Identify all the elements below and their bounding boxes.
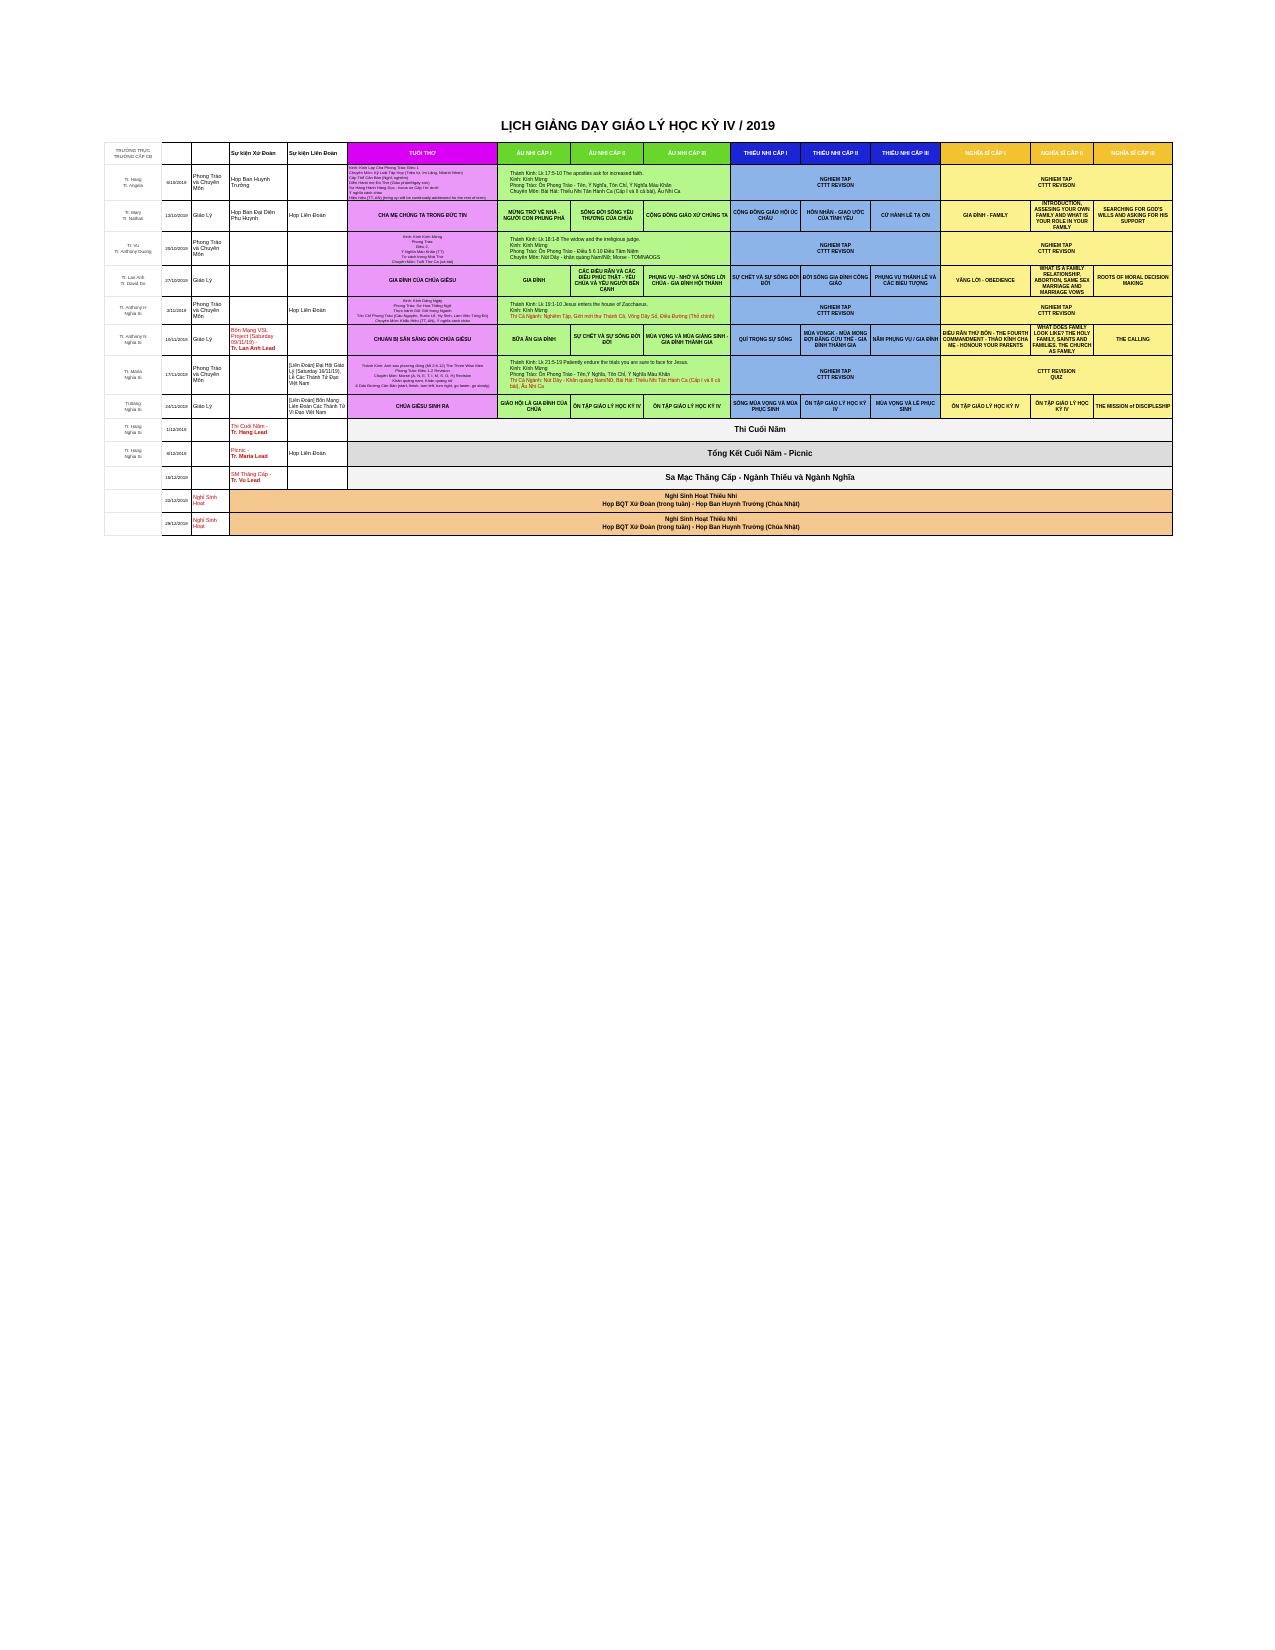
- row-nghia-si-3: THE MISSION of DISCIPLESHIP: [1094, 395, 1173, 419]
- row-activity: Nghỉ Sinh Hoạt: [192, 490, 230, 513]
- row-thieu-nhi-1: SỰ CHẾT VÀ SỰ SỐNG ĐỜI ĐỜI: [731, 266, 801, 297]
- table-row: [105, 201, 1173, 232]
- table-row: [105, 490, 1173, 513]
- row-thieu-nhi-2: ĐỜI SỐNG GIA ĐÌNH CÔNG GIÁO: [801, 266, 871, 297]
- row-span-event: Tổng Kết Cuối Năm - Picnic: [348, 442, 1173, 467]
- row-lien-doan: [Liên Đoàn] Đại Hội Giáo Lý (Saturday 16/11/19), Lễ Các Thánh Tử Đạo Việt Nam: [288, 356, 348, 395]
- row-tuoi-tho: CHÚA GIÊSU SINH RA: [348, 395, 498, 419]
- xu-doan-lead: Tr. Vu Lead: [231, 478, 261, 484]
- row-thieu-nhi-1: QUÍ TRỌNG SỰ SỐNG: [731, 325, 801, 356]
- row-au-nhi: Thánh Kinh: Lk 17:5-10 The apostles ask for increased faith. Kinh: Kính Mừng Phong Trào: Ôn Phong Trào - Tên, Ý Nghĩa, Tôn Chỉ, Ý Nghĩa Màu Khăn Chuyên Môn: Bài Hát: Thiếu Nhi Tân Hành Ca (Cấp I và II cả bài), Ấu Nhi Ca: [498, 165, 731, 201]
- row-activity: Giáo Lý: [192, 266, 230, 297]
- row-activity: Giáo Lý: [192, 395, 230, 419]
- row-thieu-nhi-3: MÙA VỌNG VÀ LỄ PHỤC SINH: [871, 395, 941, 419]
- row-xu-doan: [230, 356, 288, 395]
- row-truc: Tr. Maria Nghia Si: [105, 356, 162, 395]
- row-au-nhi-1: MỪNG TRỞ VỀ NHÀ - NGƯỜI CON PHUNG PHÁ: [498, 201, 571, 232]
- header-xu-doan: Sự kiện Xứ Đoàn: [230, 143, 288, 165]
- table-row: [105, 467, 1173, 490]
- header-truc: TRƯỞNG TRỰC TRƯỞNG CẤP CĐ: [105, 143, 162, 165]
- row-nghia-si: NGHIEM TAP CTTT REVISON: [941, 232, 1173, 266]
- header-au-nhi-3: ẤU NHI CẤP III: [644, 143, 731, 165]
- holiday-line-2: Họp BQT Xứ Đoàn (trong tuần) - Họp Ban Huynh Trưởng (Chúa Nhật): [602, 502, 800, 508]
- row-activity: Phong Trào và Chuyên Môn: [192, 232, 230, 266]
- row-au-nhi: Thánh Kinh: Lk 18:1-8 The widow and the irreligious judge. Kinh: Kính Mừng Phong Trào: Ôn Phong Trào - Điều 5 6 10 Điều Tâm Niệm Chuyên Môn: Nút Dây - khăn quàng Nam/Nữ; Morse - TOMNAOGS: [498, 232, 731, 266]
- row-au-nhi-3: PHỤNG VỤ - NHỚ VÀ SỐNG LỜI CHÚA - GIA ĐÌNH HỘI THÁNH: [644, 266, 731, 297]
- row-xu-doan: [230, 232, 288, 266]
- row-nghia-si-3: ROOTS OF MORAL DECISION MAKING: [1094, 266, 1173, 297]
- row-xu-doan: [230, 419, 288, 442]
- row-truc: [105, 467, 162, 490]
- row-truc: Tr. Hang Tr. Angela: [105, 165, 162, 201]
- row-xu-doan: Họp Ban Huynh Trưởng: [230, 165, 288, 201]
- row-truc: Tr. Lan Anh Tr. David Do: [105, 266, 162, 297]
- row-xu-doan: [230, 442, 288, 467]
- row-nghia-si-1: ĐIỀU RĂN THỨ BỐN - THE FOURTH COMMANDMENT - THẢO KÍNH CHA MẸ - HONOUR YOUR PARENTS: [941, 325, 1031, 356]
- schedule-sheet: [104, 110, 1172, 536]
- schedule-table: [104, 142, 1173, 536]
- row-date: 8/12/2019: [162, 442, 192, 467]
- row-lien-doan: Họp Liên Đoàn: [288, 297, 348, 325]
- holiday-line-2: Họp BQT Xứ Đoàn (trong tuần) - Họp Ban Huynh Trưởng (Chúa Nhật): [602, 525, 800, 531]
- table-row: [105, 165, 1173, 201]
- xu-doan-event: Thi Cuối Năm -: [231, 424, 268, 430]
- row-thieu-nhi: NGHIEM TAP CTTT REVISON: [731, 297, 941, 325]
- xu-doan-event: Bổn Mạng VSL Project (Saturday 09/11/19) -: [231, 328, 274, 346]
- row-xu-doan: [230, 297, 288, 325]
- row-truc: Tr. Mary Tr. Nathan: [105, 201, 162, 232]
- row-au-nhi-2: ÔN TẬP GIÁO LÝ HỌC KỲ IV: [571, 395, 644, 419]
- row-lien-doan: [288, 232, 348, 266]
- row-tuoi-tho: Kinh: Kinh Dâng Ngày Phong Trào: Sơ Hoa Thắng Ngữ Thực hành Giữ Giữ trong Ngành Tôn Chỉ Phong Trào (Cầu Nguyện, Rước Lễ, Hy Sinh, Làm Việc Tông Đồ) Chuyên Môn: Khẩu Hiệu (TT, AN), Ý nghĩa cách chào: [348, 297, 498, 325]
- header-date: [162, 143, 192, 165]
- xu-doan-lead: Tr. Lan Anh Lead: [231, 346, 276, 352]
- row-date: 17/11/2019: [162, 356, 192, 395]
- row-au-nhi-3: ÔN TẬP GIÁO LÝ HỌC KỲ IV: [644, 395, 731, 419]
- row-thieu-nhi-1: CỘNG ĐỒNG GIÁO HỘI ÚC CHÂU: [731, 201, 801, 232]
- row-thieu-nhi: NGHIEM TAP CTTT REVISON: [731, 165, 941, 201]
- row-thieu-nhi: NGHIEM TAP CTTT REVISON: [731, 232, 941, 266]
- row-date: 20/10/2019: [162, 232, 192, 266]
- row-nghia-si: NGHIEM TAP CTTT REVISON: [941, 165, 1173, 201]
- xu-doan-lead: Tr. Hang Lead: [231, 430, 268, 436]
- row-truc: Tr.Bang Nghia Si: [105, 395, 162, 419]
- au-nhi-text: Thánh Kinh: Lk 19:1-10 Jesus enters the house of Zacchaeus. Kinh: Kính Mừng: [510, 301, 648, 314]
- row-nghia-si-1: GIA ĐÌNH - FAMILY: [941, 201, 1031, 232]
- header-tuoi-tho: TUỔI THƠ: [348, 143, 498, 165]
- row-date: 6/10/2019: [162, 165, 192, 201]
- row-au-nhi-2: SỰ CHẾT VÀ SỰ SỐNG ĐỜI ĐỜI: [571, 325, 644, 356]
- row-tuoi-tho: Kinh: Kinh Lạy Cha Phong Trào: Điều 1 Chuyên Môn: Kỹ Luật Tập Họp (Triệu tự, Im Lặng, Nhanh Nhẹn) Cấp Thể Căn Bản (Nghỉ, nghiêm) Diễn Hành mẹ Đồ Thờ (Giáo phận/Ngày xức) Sự Hàng Hành Hàng Dọc - focus on Cấp I từ dưới Ý nghĩa cách chào Hiệu hiệu (TT, AN) (bring up will be continually addressed for the rest of term): [348, 165, 498, 201]
- row-truc: [105, 513, 162, 536]
- row-activity: Nghỉ Sinh Hoạt: [192, 513, 230, 536]
- row-date: 22/12/2019: [162, 490, 192, 513]
- row-au-nhi-1: GIÁO HỘI LÀ GIA ĐÌNH CỦA CHÚA: [498, 395, 571, 419]
- header-activity: [192, 143, 230, 165]
- row-nghia-si-2: ÔN TẬP GIÁO LÝ HỌC KỲ IV: [1031, 395, 1094, 419]
- row-lien-doan: [288, 266, 348, 297]
- row-thieu-nhi-1: SỐNG MÙA VỌNG VÀ MÙA PHỤC SINH: [731, 395, 801, 419]
- table-row: [105, 395, 1173, 419]
- row-thieu-nhi-3: CỬ HÀNH LỄ TẠ ƠN: [871, 201, 941, 232]
- row-nghia-si-2: INTRODUCTION, ASSESING YOUR OWN FAMILY AND WHAT IS YOUR ROLE IN YOUR FAMILY: [1031, 201, 1094, 232]
- row-lien-doan: Họp Liên Đoàn: [288, 201, 348, 232]
- table-row: [105, 442, 1173, 467]
- row-thieu-nhi-3: PHỤNG VỤ THÁNH LỄ VÀ CÁC BIỂU TƯỢNG: [871, 266, 941, 297]
- row-au-nhi: [498, 356, 731, 395]
- row-holiday: [230, 490, 1173, 513]
- row-date: 29/12/2019: [162, 513, 192, 536]
- row-nghia-si: CTTT REVISION QUIZ: [941, 356, 1173, 395]
- header-au-nhi-1: ẤU NHI CẤP I: [498, 143, 571, 165]
- row-thieu-nhi-2: ÔN TẬP GIÁO LÝ HỌC KỲ IV: [801, 395, 871, 419]
- row-thieu-nhi-2: MÙA VONGK - MÙA MONG ĐỢI ĐẤNG CỨU THẾ - GIA ĐÌNH THÁNH GIA: [801, 325, 871, 356]
- table-row: [105, 297, 1173, 325]
- row-xu-doan: [230, 395, 288, 419]
- row-truc: Tr. Anthony H Nghia Si: [105, 297, 162, 325]
- row-date: 10/11/2019: [162, 325, 192, 356]
- row-truc: Tr. Hang Nghia Si: [105, 419, 162, 442]
- row-truc: Tr. Vu Tr. Anthony Duong: [105, 232, 162, 266]
- row-activity: [192, 419, 230, 442]
- row-au-nhi-1: BỮA ĂN GIA ĐÌNH: [498, 325, 571, 356]
- xu-doan-lead: Tr. Maria Lead: [231, 454, 268, 460]
- row-xu-doan: [230, 266, 288, 297]
- row-span-event: Thi Cuối Năm: [348, 419, 1173, 442]
- page-title: LỊCH GIẢNG DẠY GIÁO LÝ HỌC KỲ IV / 2019: [500, 118, 776, 133]
- row-thieu-nhi-3: NĂM PHỤNG VỤ / GIA ĐÌNH: [871, 325, 941, 356]
- holiday-line-1: Nghỉ Sinh Hoạt Thiếu Nhi: [665, 494, 737, 500]
- row-date: 24/11/2019: [162, 395, 192, 419]
- row-truc: Tr. Anthony N Nghia Si: [105, 325, 162, 356]
- row-tuoi-tho: GIA ĐÌNH CỦA CHÚA GIÊSU: [348, 266, 498, 297]
- row-lien-doan: [288, 325, 348, 356]
- row-activity: Phong Trào và Chuyên Môn: [192, 356, 230, 395]
- row-lien-doan: [288, 419, 348, 442]
- xu-doan-event: Picnic -: [231, 448, 250, 454]
- row-holiday: [230, 513, 1173, 536]
- row-activity: Giáo Lý: [192, 325, 230, 356]
- row-au-nhi-2: CÁC ĐIỀU RĂN VÀ CÁC ĐIỀU PHÚC THẬT - YÊU CHÚA VÀ YÊU NGƯỜI BÊN CẠNH: [571, 266, 644, 297]
- au-nhi-exam-text: Thi Cả Ngành: Nút Dây - Khăn quàng Nam/Nữ, Bài Hát: Thiếu Nhi Tân Hành Ca (Cấp I và II cả bài), Ấu Nhi Ca: [510, 378, 721, 390]
- row-date: 1/12/2019: [162, 419, 192, 442]
- row-lien-doan: [Liên Đoàn] Bổn Mạng Liên Đoàn Các Thánh Tử Vì Đạo Việt Nam: [288, 395, 348, 419]
- row-date: 3/11/2019: [162, 297, 192, 325]
- row-au-nhi-3: MÙA VỌNG VÀ MÙA GIÁNG SINH - GIA ĐÌNH THÁNH GIA: [644, 325, 731, 356]
- table-row: [105, 266, 1173, 297]
- table-row: [105, 513, 1173, 536]
- row-au-nhi-1: GIA ĐÌNH: [498, 266, 571, 297]
- row-date: 27/10/2019: [162, 266, 192, 297]
- row-thieu-nhi-2: HÔN NHÂN - GIAO ƯỚC CỦA TÌNH YÊU: [801, 201, 871, 232]
- row-tuoi-tho: Thánh Kinh: Anh sao phương đông (Mt 2:9-12) The Three Wise Men Phong Trào: Điều 1-2 Revision Chuyên Môn: Morse (A, N, E, T, I, M, S, O, H) Revision Khăn quàng nam, Khăn quàng nữ 6 Dấu Đường Căn Bản (start, finish, turn left, turn right, go faster, go slowly): [348, 356, 498, 395]
- header-nghia-si-3: NGHĨA SĨ CẤP III: [1094, 143, 1173, 165]
- row-xu-doan: [230, 325, 288, 356]
- table-row: [105, 419, 1173, 442]
- header-au-nhi-2: ẤU NHI CẤP II: [571, 143, 644, 165]
- header-thieu-nhi-2: THIẾU NHI CẤP II: [801, 143, 871, 165]
- row-au-nhi-2: SỐNG ĐỜI SỐNG YÊU THƯƠNG CỦA CHÚA: [571, 201, 644, 232]
- header-nghia-si-1: NGHĨA SĨ CẤP I: [941, 143, 1031, 165]
- row-xu-doan: [230, 467, 288, 490]
- au-nhi-text: Thánh Kinh: Lk 21:5-19 Patiently endure the trials you are sure to face for Jesus. Kinh: Kính Mừng Phong Trào: Ôn Phong Trào - Tên,Ý Nghĩa, Tôn Chỉ, Ý Nghĩa Màu Khăn: [510, 360, 689, 378]
- row-xu-doan: Họp Ban Đại Diện Phụ Huynh: [230, 201, 288, 232]
- header-thieu-nhi-1: THIẾU NHI CẤP I: [731, 143, 801, 165]
- row-activity: [192, 442, 230, 467]
- row-nghia-si-1: ÔN TẬP GIÁO LÝ HỌC KỲ IV: [941, 395, 1031, 419]
- row-au-nhi-3: CỘNG ĐỒNG GIÁO XỨ CHÚNG TA: [644, 201, 731, 232]
- table-row: [105, 232, 1173, 266]
- row-span-event: Sa Mạc Thăng Cấp - Ngành Thiếu và Ngành Nghĩa: [348, 467, 1173, 490]
- row-nghia-si-3: SEARCHING FOR GOD'S WILLS AND ASKING FOR HIS SUPPORT: [1094, 201, 1173, 232]
- row-au-nhi: [498, 297, 731, 325]
- header-thieu-nhi-3: THIẾU NHI CẤP III: [871, 143, 941, 165]
- table-row: [105, 356, 1173, 395]
- row-date: 13/10/2019: [162, 201, 192, 232]
- row-nghia-si-3: THE CALLING: [1094, 325, 1173, 356]
- row-nghia-si: NGHIEM TAP CTTT REVISON: [941, 297, 1173, 325]
- row-nghia-si-2: WHAT DOES FAMILY LOOK LIKE? THE HOLY FAMILY, SAINTS AND FAMILIES. THE CHURCH AS FAMILY: [1031, 325, 1094, 356]
- row-nghia-si-2: WHAT IS A FAMILY RELATIONSHIP, ABORTION, SAME SEX MARRIAGE AND MARRIAGE VOWS: [1031, 266, 1094, 297]
- row-thieu-nhi: NGHIEM TAP CTTT REVISON: [731, 356, 941, 395]
- header-row: [105, 143, 1173, 165]
- row-tuoi-tho: CHUẨN BỊ SẴN SÀNG ĐÓN CHÚA GIÊSU: [348, 325, 498, 356]
- table-row: [105, 325, 1173, 356]
- row-date: 15/12/2019: [162, 467, 192, 490]
- row-truc: Tr. Hang Nghia Si: [105, 442, 162, 467]
- row-lien-doan: [288, 165, 348, 201]
- row-tuoi-tho: Kinh: Kinh Kính Mừng Phong Trào: Điều 2, Ý Nghĩa Màu Khăn (TT) Tư cách trong Nhà Thờ Chuyên Môn: Tuổi Thơ Ca (cả bài): [348, 232, 498, 266]
- header-nghia-si-2: NGHĨA SĨ CẤP II: [1031, 143, 1094, 165]
- row-truc: [105, 490, 162, 513]
- row-lien-doan: [288, 467, 348, 490]
- row-nghia-si-1: VÂNG LỜI - OBEDIENCE: [941, 266, 1031, 297]
- row-activity: Phong Trào và Chuyên Môn: [192, 297, 230, 325]
- row-activity: Phong Trào và Chuyên Môn: [192, 165, 230, 201]
- row-tuoi-tho: CHA MẸ CHÚNG TA TRONG ĐỨC TIN: [348, 201, 498, 232]
- au-nhi-exam-text: Thi Cả Ngành: Nghiêm Tập, Giới mới thư Thánh Cả, Võng Dây Số, Điều Đường (Thỏ chính): [510, 313, 715, 320]
- holiday-line-1: Nghỉ Sinh Hoạt Thiếu Nhi: [665, 517, 737, 523]
- row-activity: Giáo Lý: [192, 201, 230, 232]
- xu-doan-event: SM Thăng Cấp -: [231, 472, 272, 478]
- row-activity: [192, 467, 230, 490]
- row-lien-doan: Họp Liên Đoàn: [288, 442, 348, 467]
- header-lien-doan: Sự kiện Liên Đoàn: [288, 143, 348, 165]
